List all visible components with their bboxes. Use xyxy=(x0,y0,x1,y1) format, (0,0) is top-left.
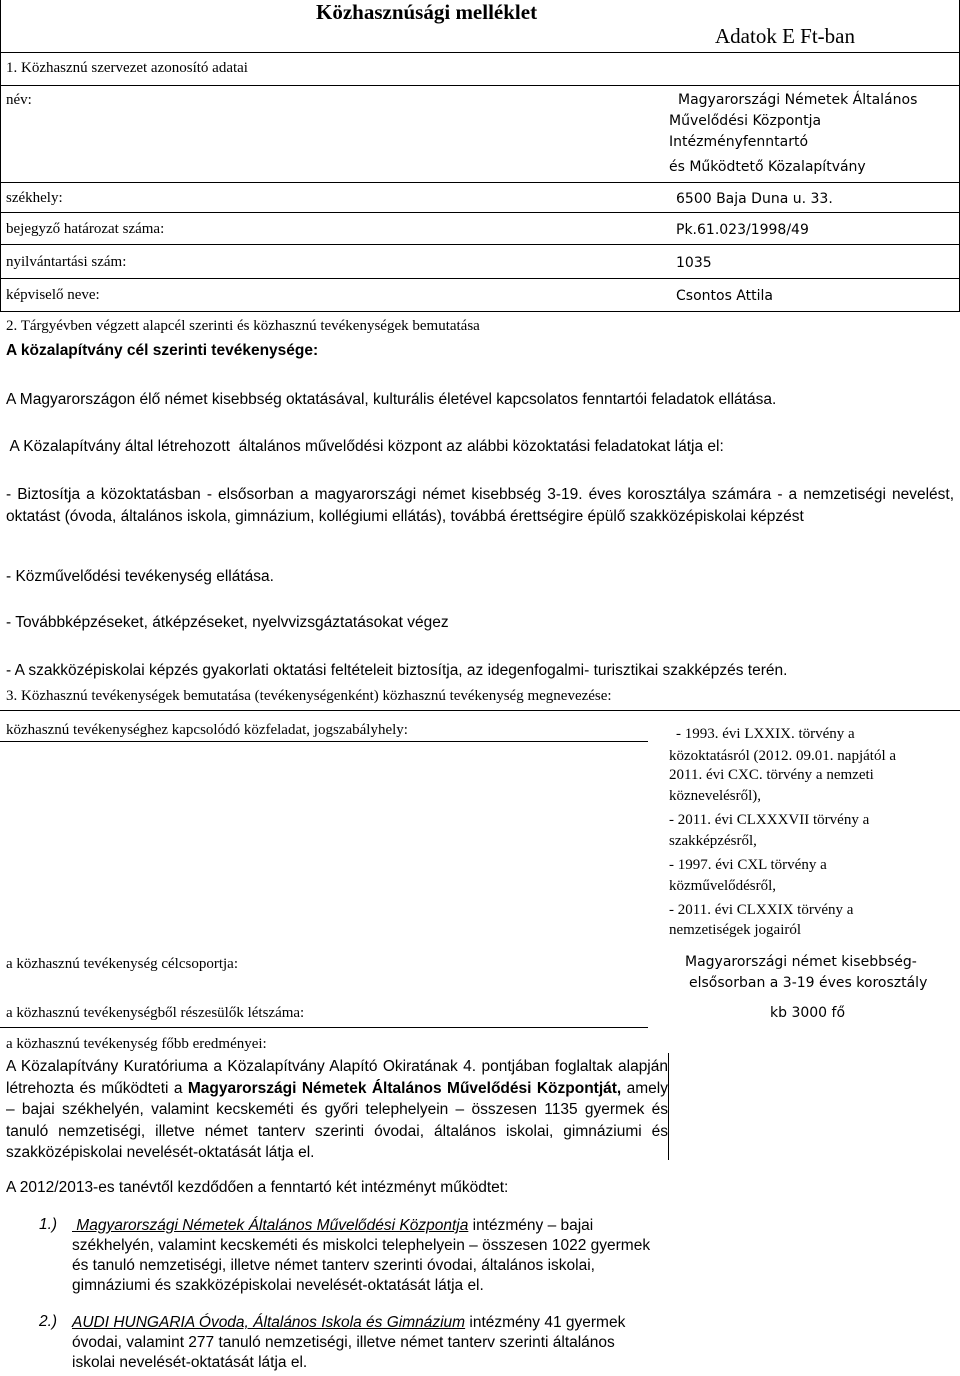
representative-label: képviselő neve: xyxy=(6,287,100,303)
paragraph: - Biztosítja a közoktatásban - elsősorban a magyarországi német kisebbség 3-19. éves korosztálya számára - a nemzetiségi nevelést, oktatást (óvoda, általános iskola, gimnázium, kollégiumi ellátás), továbbá érettségire épülő szakközépiskolai képzést xyxy=(6,486,954,525)
item-text: intézmény – bajai székhelyén, valamint kecskeméti és miskolci telephelyein – összesen 1022 gyermek és tanuló nemzetiségi, illetve német tanterv szerinti óvodai, általános iskolai, gimnáziumi és szakközépiskolai nevelését-oktatását látja el. xyxy=(72,1217,651,1294)
law-line: közoktatásról (2012. 09.01. napjától a xyxy=(669,748,897,764)
law-line: nemzetiségek jogairól xyxy=(669,922,802,938)
unit-label: Adatok E Ft-ban xyxy=(715,24,855,48)
law-line: köznevelésről), xyxy=(669,788,762,804)
left-border xyxy=(0,0,1,312)
divider xyxy=(0,278,960,279)
section1-heading: 1. Közhasznú szervezet azonosító adatai xyxy=(6,60,248,76)
page-title: Közhasznúsági melléklet xyxy=(316,0,538,24)
divider xyxy=(0,212,960,213)
name-label: név: xyxy=(6,92,32,108)
law-line: közművelődésről, xyxy=(669,878,777,894)
results-label: a közhasznú tevékenység főbb eredményei: xyxy=(6,1036,267,1052)
results-text: A Közalapítvány Kuratóriuma a Közalapítvány Alapító Okiratának 4. pontjában foglaltak alapján létrehozta és működteti a xyxy=(6,1058,668,1097)
representative-value: Csontos Attila xyxy=(676,288,773,304)
divider xyxy=(0,52,960,53)
institution-name: Magyarországi Németek Általános Művelődési Központját, xyxy=(187,1079,622,1097)
records-value: 1035 xyxy=(676,255,712,271)
law-line: - 2011. évi CLXXXVII törvény a xyxy=(669,812,870,828)
task-label: közhasznú tevékenységhez kapcsolódó közfeladat, jogszabályhely: xyxy=(6,722,408,738)
law-line: szakképzésről, xyxy=(669,833,757,849)
seat-label: székhely: xyxy=(6,190,63,206)
divider xyxy=(0,182,960,183)
divider xyxy=(0,244,960,245)
section2-subheading: A közalapítvány cél szerinti tevékenysége: xyxy=(6,342,319,359)
divider xyxy=(0,85,960,86)
divider xyxy=(0,710,960,711)
law-line: - 1993. évi LXXIX. törvény a xyxy=(676,726,855,742)
name-value-line1: Magyarországi Németek Általános xyxy=(678,92,918,108)
registration-value: Pk.61.023/1998/49 xyxy=(676,222,809,238)
item-number: 2.) xyxy=(39,1313,58,1330)
paragraph: A Közalapítvány által létrehozott általános művelődési központ az alábbi közoktatási feladatokat látja el: xyxy=(6,438,724,455)
paragraph: A Magyarországon élő német kisebbség oktatásával, kulturális életével kapcsolatos fenntartói feladatok ellátása. xyxy=(6,391,777,408)
name-value-line3: Intézményfenntartó xyxy=(669,134,809,150)
law-line: 2011. évi CXC. törvény a nemzeti xyxy=(669,767,874,783)
right-border xyxy=(668,1053,669,1160)
results-paragraph xyxy=(6,1056,668,1164)
seat-value: 6500 Baja Duna u. 33. xyxy=(676,191,833,207)
target-value-line2: elsősorban a 3-19 éves korosztály xyxy=(689,975,928,991)
law-line: - 1997. évi CXL törvény a xyxy=(669,857,827,873)
name-value-line4: és Működtető Közalapítvány xyxy=(669,159,866,175)
section3-heading: 3. Közhasznú tevékenységek bemutatása (tevékenységenként) közhasznú tevékenység megnevezése: xyxy=(6,688,612,704)
divider xyxy=(0,311,960,312)
records-label: nyilvántartási szám: xyxy=(6,254,127,270)
results-paragraph-2: A 2012/2013-es tanévtől kezdődően a fenntartó két intézményt működtet: xyxy=(6,1179,509,1196)
registration-label: bejegyző határozat száma: xyxy=(6,221,165,237)
paragraph: - A szakközépiskolai képzés gyakorlati oktatási feltételeit biztosítja, az idegenfogalmi- turisztikai szakképzés terén. xyxy=(6,662,788,679)
results-text: amely – bajai székhelyén, valamint kecskeméti és győri telephelyein – összesen 1135 gyermek és tanuló nemzetiségi, illetve német tanterv szerinti óvodai, általános iskolai, gimnáziumi és szakközépiskolai nevelését-oktatását látja el. xyxy=(6,1079,668,1161)
divider xyxy=(0,1027,648,1028)
section2-heading: 2. Tárgyévben végzett alapcél szerinti és közhasznú tevékenységek bemutatása xyxy=(6,318,480,334)
beneficiaries-label: a közhasznú tevékenységből részesülők létszáma: xyxy=(6,1005,305,1021)
item-text: intézmény 41 gyermek óvodai, valamint 277 tanuló nemzetiségi, illetve német tanterv szerinti általános iskolai nevelését-oktatását látja el. xyxy=(72,1314,626,1371)
institution-item xyxy=(72,1313,632,1373)
name-value-line2: Művelődési Központja xyxy=(669,113,822,129)
institution-link[interactable]: Magyarországi Németek Általános Művelődési Központja xyxy=(72,1217,469,1234)
institution-item xyxy=(72,1216,664,1296)
item-number: 1.) xyxy=(39,1216,58,1233)
target-value-line1: Magyarországi német kisebbség- xyxy=(685,954,917,970)
law-line: - 2011. évi CLXXIX törvény a xyxy=(669,902,854,918)
institution-link[interactable]: AUDI HUNGARIA Óvoda, Általános Iskola és Gimnázium xyxy=(72,1314,466,1331)
divider xyxy=(0,741,648,742)
paragraph: - Továbbképzéseket, átképzéseket, nyelvvizsgáztatásokat végez xyxy=(6,614,449,631)
beneficiaries-value: kb 3000 fő xyxy=(770,1005,846,1021)
target-label: a közhasznú tevékenység célcsoportja: xyxy=(6,956,238,972)
paragraph: - Közművelődési tevékenység ellátása. xyxy=(6,568,274,585)
